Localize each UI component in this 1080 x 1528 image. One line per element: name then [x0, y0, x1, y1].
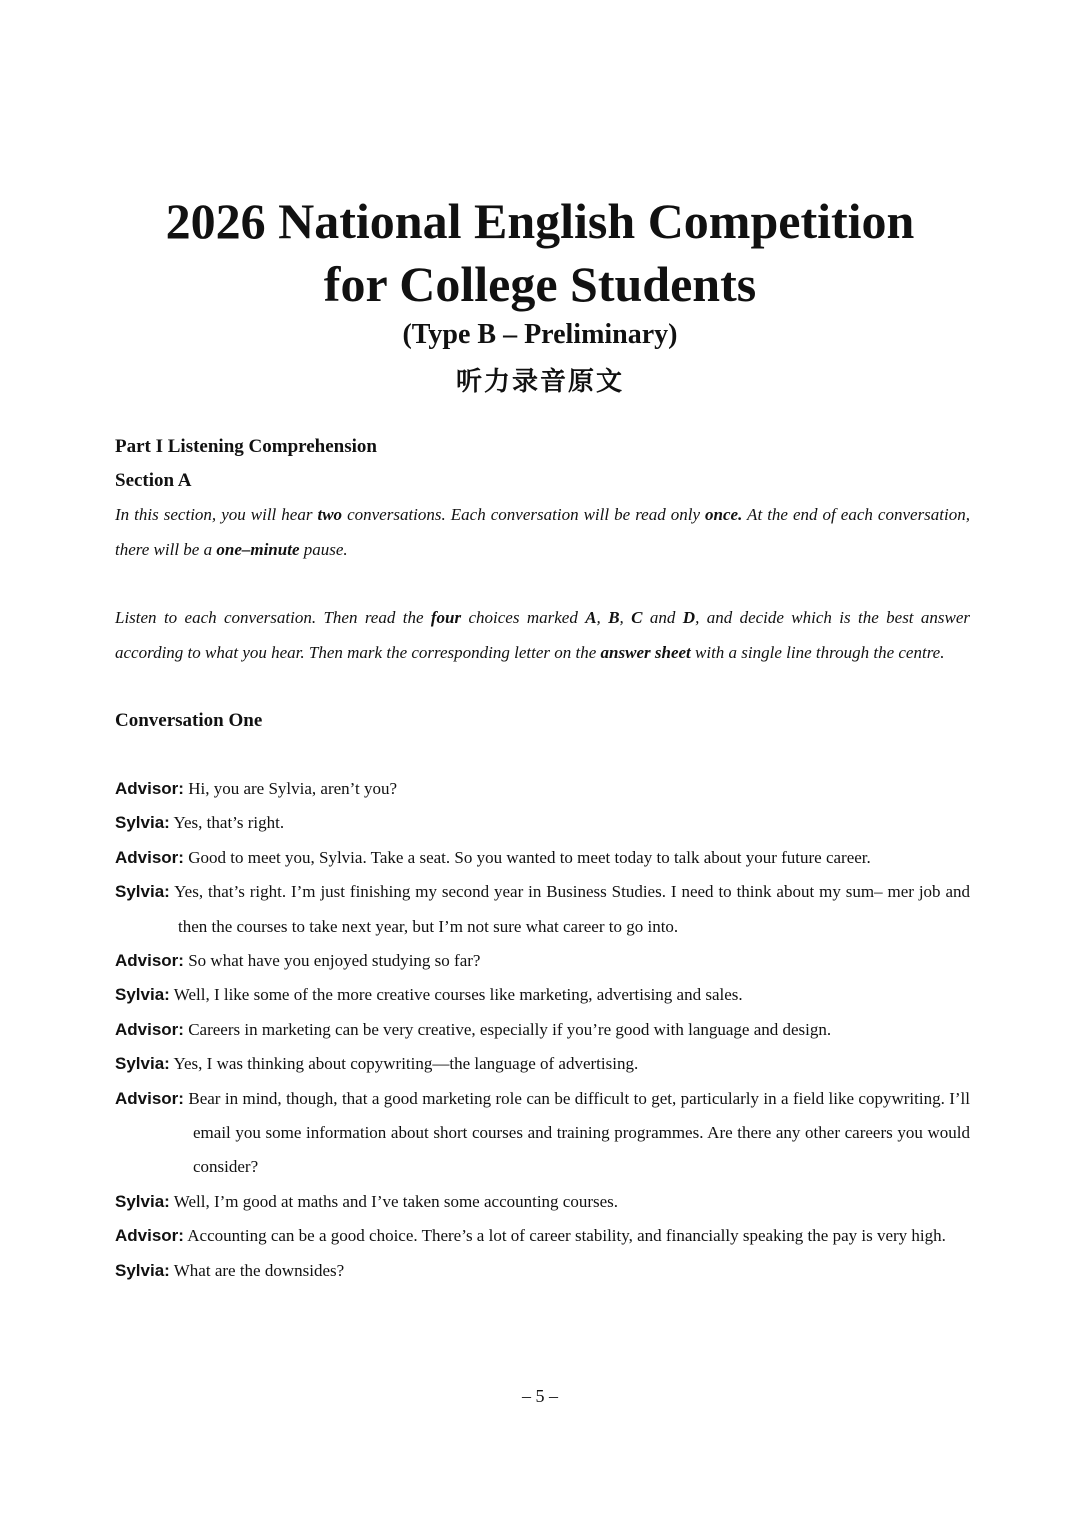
- instr1-text: In this section, you will hear: [115, 505, 318, 524]
- instr1-text: pause.: [299, 539, 348, 559]
- speaker-label: Advisor:: [115, 1226, 184, 1246]
- page-number: – 5 –: [522, 1386, 558, 1406]
- instructions-paragraph-1: [115, 498, 970, 567]
- dialogue-line: [115, 944, 970, 978]
- instr2-text: and: [642, 608, 683, 627]
- content-body: [115, 430, 970, 1288]
- instructions-paragraph-2: [115, 601, 970, 670]
- dialogue-line: [115, 1219, 970, 1253]
- instr2-bold: answer sheet: [600, 642, 691, 662]
- dialogue-text: Yes, I was thinking about copywriting—the language of advertising.: [173, 1054, 639, 1074]
- dialogue: [115, 772, 970, 1288]
- dialogue-line: [115, 841, 970, 875]
- dialogue-line: [115, 1082, 970, 1185]
- conversation-heading: Conversation One: [115, 710, 263, 731]
- instr2-bold: four: [430, 608, 462, 627]
- part-heading: Part I Listening Comprehension: [115, 436, 377, 457]
- speaker-label: Sylvia:: [115, 1191, 170, 1211]
- dialogue-line: [115, 1254, 970, 1288]
- instr2-bold: D: [682, 608, 696, 627]
- dialogue-text: Hi, you are Sylvia, aren’t you?: [188, 779, 398, 798]
- instr2-text: ,: [596, 608, 609, 627]
- instr2-text: Listen to each conversation. Then read the: [115, 608, 431, 627]
- subtitle-chinese: 听力录音原文: [455, 367, 624, 397]
- dialogue-text: Yes, that’s right. I’m just finishing my second year in Business Studies. I need to think about my sum– mer job and then the courses to take next year, but I’m not sure what career to go into.: [174, 882, 970, 936]
- instr2-bold: C: [631, 608, 643, 627]
- instr2-text: choices marked: [461, 608, 586, 627]
- instr2-text: ,: [619, 608, 632, 627]
- dialogue-text: So what have you enjoyed studying so far?: [188, 951, 481, 971]
- speaker-label: Sylvia:: [115, 1054, 170, 1074]
- speaker-label: Sylvia:: [115, 813, 170, 833]
- speaker-label: Advisor:: [115, 1019, 184, 1039]
- dialogue-text: Well, I like some of the more creative courses like marketing, advertising and sales.: [173, 985, 743, 1005]
- dialogue-line: [115, 1185, 970, 1219]
- section-heading: Section A: [115, 470, 192, 491]
- spacer: [115, 670, 970, 704]
- subtitle: (Type B – Preliminary): [402, 319, 678, 350]
- instr2-bold: A: [585, 608, 597, 627]
- instr1-text: conversations. Each conversation will be read only: [342, 505, 706, 524]
- title-line-1: 2026 National English Competition: [165, 193, 915, 249]
- dialogue-text: Good to meet you, Sylvia. Take a seat. So you wanted to meet today to talk about your future career.: [188, 847, 871, 867]
- instr2-bold: B: [608, 608, 620, 627]
- dialogue-line: [115, 1013, 970, 1047]
- dialogue-text: What are the downsides?: [173, 1260, 345, 1280]
- dialogue-text: Well, I’m good at maths and I’ve taken some accounting courses.: [173, 1191, 619, 1211]
- dialogue-text: Bear in mind, though, that a good marketing role can be difficult to get, particularly in a field like copywriting. I’ll email you some information about short courses and training programmes. Are there any other careers you would consider?: [188, 1088, 971, 1177]
- instr1-text: At the end of each conversation, there will be a: [115, 505, 970, 559]
- instr1-bold: two: [317, 505, 343, 524]
- dialogue-line: [115, 978, 970, 1012]
- instr1-bold: one–minute: [216, 539, 300, 559]
- speaker-label: Advisor:: [115, 779, 184, 798]
- speaker-label: Sylvia:: [115, 985, 170, 1005]
- title-line-2: for College Students: [323, 256, 757, 312]
- dialogue-text: Yes, that’s right.: [173, 813, 285, 833]
- dialogue-text: Accounting can be a good choice. There’s a lot of career stability, and financially speaking the pay is very high.: [187, 1226, 946, 1246]
- instr2-text: with a single line through the centre.: [690, 642, 945, 662]
- dialogue-line: [115, 806, 970, 840]
- speaker-label: Advisor:: [115, 1088, 184, 1108]
- dialogue-line: [115, 1047, 970, 1081]
- spacer: [115, 738, 970, 772]
- spacer: [115, 567, 970, 601]
- dialogue-text: Careers in marketing can be very creative, especially if you’re good with language and design.: [188, 1019, 832, 1039]
- speaker-label: Advisor:: [115, 951, 184, 971]
- speaker-label: Sylvia:: [115, 882, 170, 902]
- speaker-label: Sylvia:: [115, 1260, 170, 1280]
- dialogue-line: [115, 875, 970, 944]
- speaker-label: Advisor:: [115, 847, 184, 867]
- dialogue-line: [115, 772, 970, 806]
- instr2-text: , and decide which is the best answer according to what you hear. Then mark the corresponding letter on the: [115, 608, 971, 662]
- instr1-bold: once.: [705, 505, 743, 524]
